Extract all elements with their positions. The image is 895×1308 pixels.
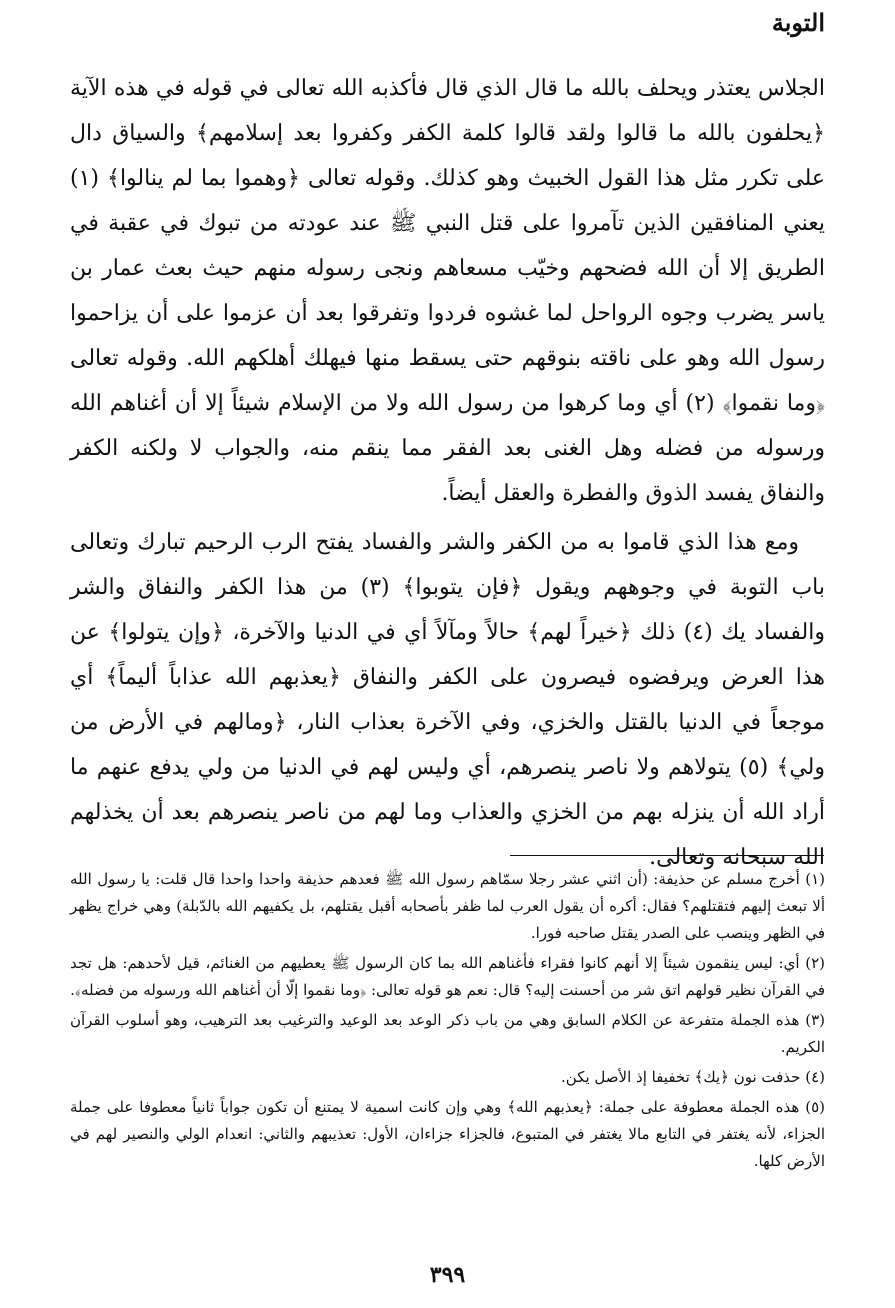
- footnote: (٣) هذه الجملة متفرعة عن الكلام السابق وهي من باب ذكر الوعد بعد الوعيد والترغيب بعد الترهيب، وهو أسلوب القرآن الكريم.: [70, 1011, 825, 1056]
- footnote: (١) أخرج مسلم عن حذيفة: (أن اثني عشر رجلا سمّاهم رسول الله ﷺ فعدهم حذيفة واحدا واحدا قال قلت: يا رسول الله ألا تبعث إليهم فتقتلهم؟ فقال: أكره أن يقول العرب لما ظفر بأصحابه أقبل يقتلهم، بل يكفيهم الله بالدّبلة) وهي خراج يظهر في الظهر وينصب على الصدر يقتل صاحبه فورا.: [70, 870, 825, 942]
- body-paragraph: الجلاس يعتذر ويحلف بالله ما قال الذي قال فأكذبه الله تعالى في قوله في هذه الآية ﴿يحلفون بالله ما قالوا ولقد قالوا كلمة الكفر وكفروا بعد إسلامهم﴾ والسياق دال على تكرر مثل هذا القول الخبيث وهو كذلك. وقوله تعالى ﴿وهموا بما لم ينالوا﴾ (١) يعني المنافقين الذين تآمروا على قتل النبي ﷺ عند عودته من تبوك في عقبة في الطريق إلا أن الله فضحهم وخيّب مسعاهم ونجى رسوله منهم حيث بعث عمار بن ياسر يضرب وجوه الرواحل لما غشوه فردوا وتفرقوا بعد أن عزموا على أن يزاحموا رسول الله وهو على ناقته بنوقهم حتى يسقط منها فيهلك أهلكهم الله. وقوله تعالى ﴿وما نقموا﴾ (٢) أي وما كرهوا من رسول الله ولا من الإسلام شيئاً إلا أن أغناهم الله ورسوله من فضله وهل الغنى بعد الفقر مما ينقم منه، والجواب لا ولكنه الكفر والنفاق يفسد الذوق والفطرة والعقل أيضاً.: [70, 76, 826, 506]
- footnote: (٢) أي: ليس ينقمون شيئاً إلا أنهم كانوا فقراء فأغناهم الله بما كان الرسول ﷺ يعطيهم من الغنائم، قيل لأحدهم: هل تجد في القرآن نظير قولهم اتق شر من أحسنت إليه؟ قال: نعم هو قوله تعالى: ﴿وما نقموا إلّا أن أغناهم الله ورسوله من فضله﴾.: [70, 954, 825, 999]
- footnotes: [70, 866, 825, 1178]
- page-number: ٣٩٩: [429, 1262, 466, 1288]
- running-head: التوبة: [771, 8, 825, 37]
- main-text: [70, 66, 825, 880]
- footnote: (٥) هذه الجملة معطوفة على جملة: ﴿يعذبهم الله﴾ وهي وإن كانت اسمية لا يمتنع أن تكون جواباً ثانياً معطوفا على جملة الجزاء، لأنه يغتفر في التابع مالا يغتفر في المتبوع، فالجزاء جزاءان، الأول: تعذيبهم والثاني: انعدام الولي والنصير لهم في الأرض كلها.: [70, 1098, 825, 1170]
- footnote-divider: [510, 855, 824, 856]
- footnote: (٤) حذفت نون ﴿يك﴾ تخفيفا إذ الأصل يكن.: [561, 1068, 825, 1086]
- body-paragraph: ومع هذا الذي قاموا به من الكفر والشر والفساد يفتح الرب الرحيم تبارك وتعالى باب التوبة في وجوههم ويقول ﴿فإن يتوبوا﴾ (٣) من هذا الكفر والنفاق والشر والفساد يك (٤) ذلك ﴿خيراً لهم﴾ حالاً ومآلاً أي في الدنيا والآخرة، ﴿وإن يتولوا﴾ عن هذا العرض ويرفضوه فيصرون على الكفر والنفاق ﴿يعذبهم الله عذاباً أليماً﴾ أي موجعاً في الدنيا بالقتل والخزي، وفي الآخرة بعذاب النار، ﴿ومالهم في الأرض من ولي﴾ (٥) يتولاهم ولا ناصر ينصرهم، أي وليس لهم في الدنيا من ولي يدفع عنهم ما أراد الله أن ينزله بهم من الخزي والعذاب وما لهم من ناصر ينصرهم بعد أن يخذلهم الله سبحانه وتعالى.: [70, 530, 825, 870]
